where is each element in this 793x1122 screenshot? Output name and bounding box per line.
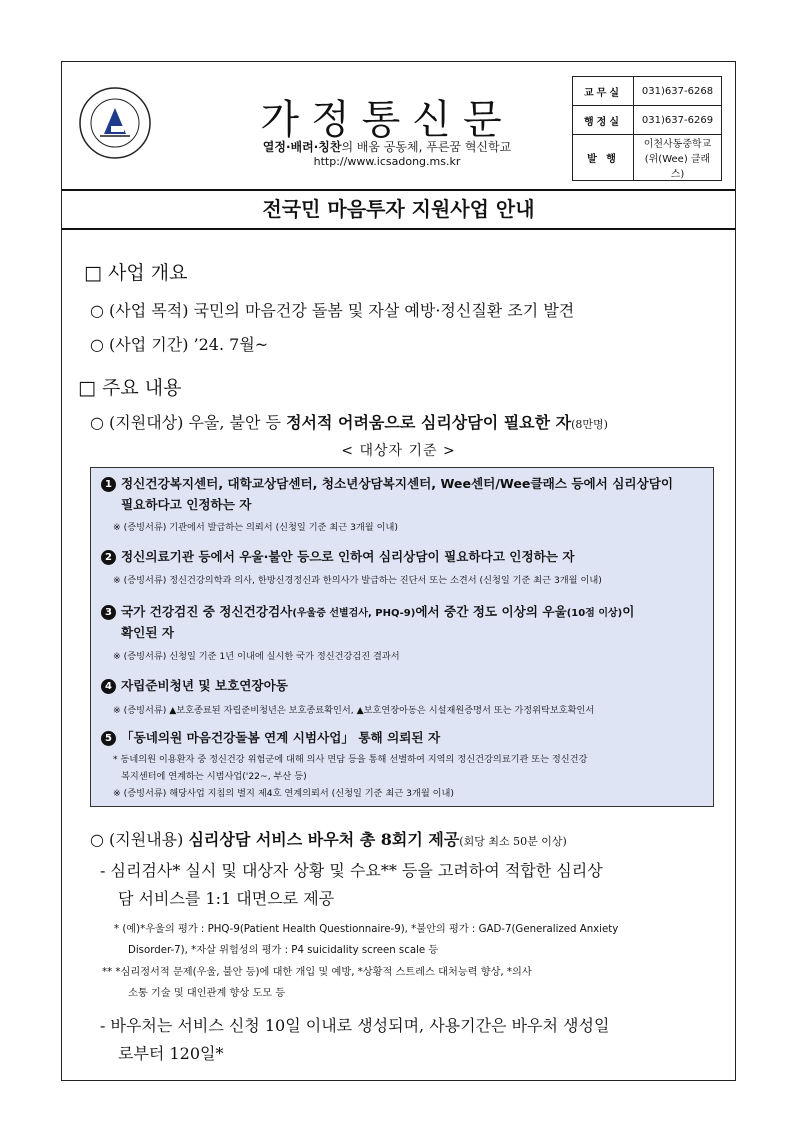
number-badge-icon: 4 — [101, 679, 116, 694]
criteria-note: ※ (증빙서류) 해당사업 지침의 별지 제4호 연계의뢰서 (신청일 기준 최근 3개월 이내) — [113, 788, 454, 799]
support-content-line — [90, 827, 567, 850]
support-footnote-2 — [102, 962, 532, 1004]
contact-value-issuer — [634, 135, 722, 181]
support-prefix: ○ (지원내용) — [90, 830, 189, 849]
criteria-note: ※ (증빙서류) 기관에서 발급하는 의뢰서 (신청일 기준 최근 3개월 이내) — [113, 522, 398, 533]
criteria-item-1-cont: 필요하다고 인정하는 자 — [121, 497, 252, 512]
criteria-note-cont: 복지센터에 연계하는 시범사업('22~, 부산 등) — [121, 771, 307, 782]
criteria-note: ※ (증빙서류) 정신건강의학과 의사, 한방신경정신과 한의사가 발급하는 진단서 또는 소견서 (신청일 기준 최근 3개월 이내) — [113, 575, 602, 586]
criteria-item-1 — [101, 474, 705, 494]
school-slogan — [197, 138, 577, 155]
support-para-2 — [100, 1012, 609, 1068]
slogan-rest: 의 배움 공동체, 푸른꿈 혁신학교 — [341, 140, 512, 154]
support-para-line: 로부터 120일* — [118, 1044, 224, 1063]
overview-period: ○ (사업 기간) ’24. 7월~ — [90, 335, 269, 354]
document-page — [61, 61, 736, 1081]
number-badge-icon: 3 — [101, 605, 116, 620]
criteria-box — [90, 467, 714, 807]
contact-key: 발 행 — [573, 135, 634, 181]
target-bold: 정서적 어려움으로 심리상담이 필요한 자 — [286, 413, 572, 432]
number-badge-icon: 1 — [101, 477, 116, 492]
notice-title-banner: 전국민 마음투자 지원사업 안내 — [62, 189, 735, 230]
contact-value: 031)637-6268 — [634, 77, 722, 106]
section-heading-main: □ 주요 내용 — [78, 377, 182, 399]
criteria-item-4 — [101, 676, 705, 696]
criteria-line: 자립준비청년 및 보호연장아동 — [121, 678, 288, 693]
footnote-line: ** *심리정서적 문제(우울, 불안 등)에 대한 개입 및 예방, *상황적 스트레스 대처능력 향상, *의사 — [102, 967, 532, 978]
support-para-1 — [100, 857, 603, 913]
criteria-line: 「동네의원 마음건강돌봄 연계 시범사업」 통해 의뢰된 자 — [121, 730, 441, 745]
number-badge-icon: 5 — [101, 731, 116, 746]
target-count: (8만명) — [571, 418, 608, 431]
criteria-item-3 — [101, 602, 705, 624]
contact-table — [572, 76, 722, 181]
criteria-line: 에서 중간 정도 이상의 우울 — [415, 604, 567, 619]
target-line — [90, 410, 608, 433]
support-small: (회당 최소 50분 이상) — [459, 835, 567, 848]
support-footnote-1 — [114, 919, 618, 961]
criteria-line-small: (10점 이상) — [566, 608, 623, 619]
criteria-item-3-cont: 확인된 자 — [121, 625, 175, 640]
overview-purpose: ○ (사업 목적) 국민의 마음건강 돌봄 및 자살 예방·정신질환 조기 발견 — [90, 301, 575, 320]
issuer-sub: (위(Wee) 클래스) — [644, 154, 711, 180]
contact-key: 행정실 — [573, 106, 634, 135]
slogan-bold: 열정·배려·칭찬 — [262, 140, 342, 154]
number-badge-icon: 2 — [101, 550, 116, 565]
issuer-name: 이천사동중학교 — [643, 139, 712, 150]
footnote-line: Disorder-7), *자살 위험성의 평가 : P4 suicidality screen scale 등 — [128, 945, 439, 956]
criteria-line: 국가 건강검진 중 정신건강검사 — [121, 604, 293, 619]
criteria-line-small: (우울증 선별검사, PHQ-9) — [292, 608, 416, 619]
school-logo-emblem — [78, 86, 152, 160]
section-heading-overview: □ 사업 개요 — [84, 262, 188, 284]
target-prefix: ○ (지원대상) 우울, 불안 등 — [90, 413, 287, 432]
criteria-line: 정신건강복지센터, 대학교상담센터, 청소년상담복지센터, Wee센터/Wee클래스 등에서 심리상담이 — [121, 476, 674, 491]
criteria-item-2 — [101, 547, 705, 567]
criteria-line: 정신의료기관 등에서 우울·불안 등으로 인하여 심리상담이 필요하다고 인정하는 자 — [121, 549, 575, 564]
criteria-title: < 대상자 기준 > — [341, 443, 456, 459]
newsletter-title: 가정통신문 — [260, 97, 514, 143]
support-para-line: - 바우처는 서비스 신청 10일 이내로 생성되며, 사용기간은 바우처 생성일 — [100, 1016, 610, 1035]
criteria-note: ※ (증빙서류) 신청일 기준 1년 이내에 실시한 국가 정신건강검진 결과서 — [113, 651, 400, 662]
contact-key: 교무실 — [573, 77, 634, 106]
criteria-note: ※ (증빙서류) ▲보호종료된 자립준비청년은 보호종료확인서, ▲보호연장아동은 시설재원증명서 또는 가정위탁보호확인서 — [113, 705, 595, 716]
criteria-note: * 동네의원 이용환자 중 정신건강 위험군에 대해 의사 면담 등을 통해 선별하여 지역의 정신건강의료기관 또는 정신건강 — [113, 754, 588, 765]
contact-value: 031)637-6269 — [634, 106, 722, 135]
support-para-line: - 심리검사* 실시 및 대상자 상황 및 수요** 등을 고려하여 적합한 심리상 — [100, 861, 603, 880]
school-url[interactable]: http://www.icsadong.ms.kr — [313, 155, 461, 168]
support-bold: 심리상담 서비스 바우처 총 8회기 제공 — [188, 830, 460, 849]
footnote-line: * (예)*우울의 평가 : PHQ-9(Patient Health Questionnaire-9), *불안의 평가 : GAD-7(Generalized Anxiety — [114, 924, 619, 935]
support-para-line: 담 서비스를 1:1 대면으로 제공 — [118, 889, 335, 908]
criteria-line: 이 — [622, 604, 635, 619]
newsletter-header — [62, 62, 735, 184]
footnote-line: 소통 기술 및 대인관계 향상 도모 등 — [128, 988, 286, 999]
criteria-item-5 — [101, 728, 705, 748]
